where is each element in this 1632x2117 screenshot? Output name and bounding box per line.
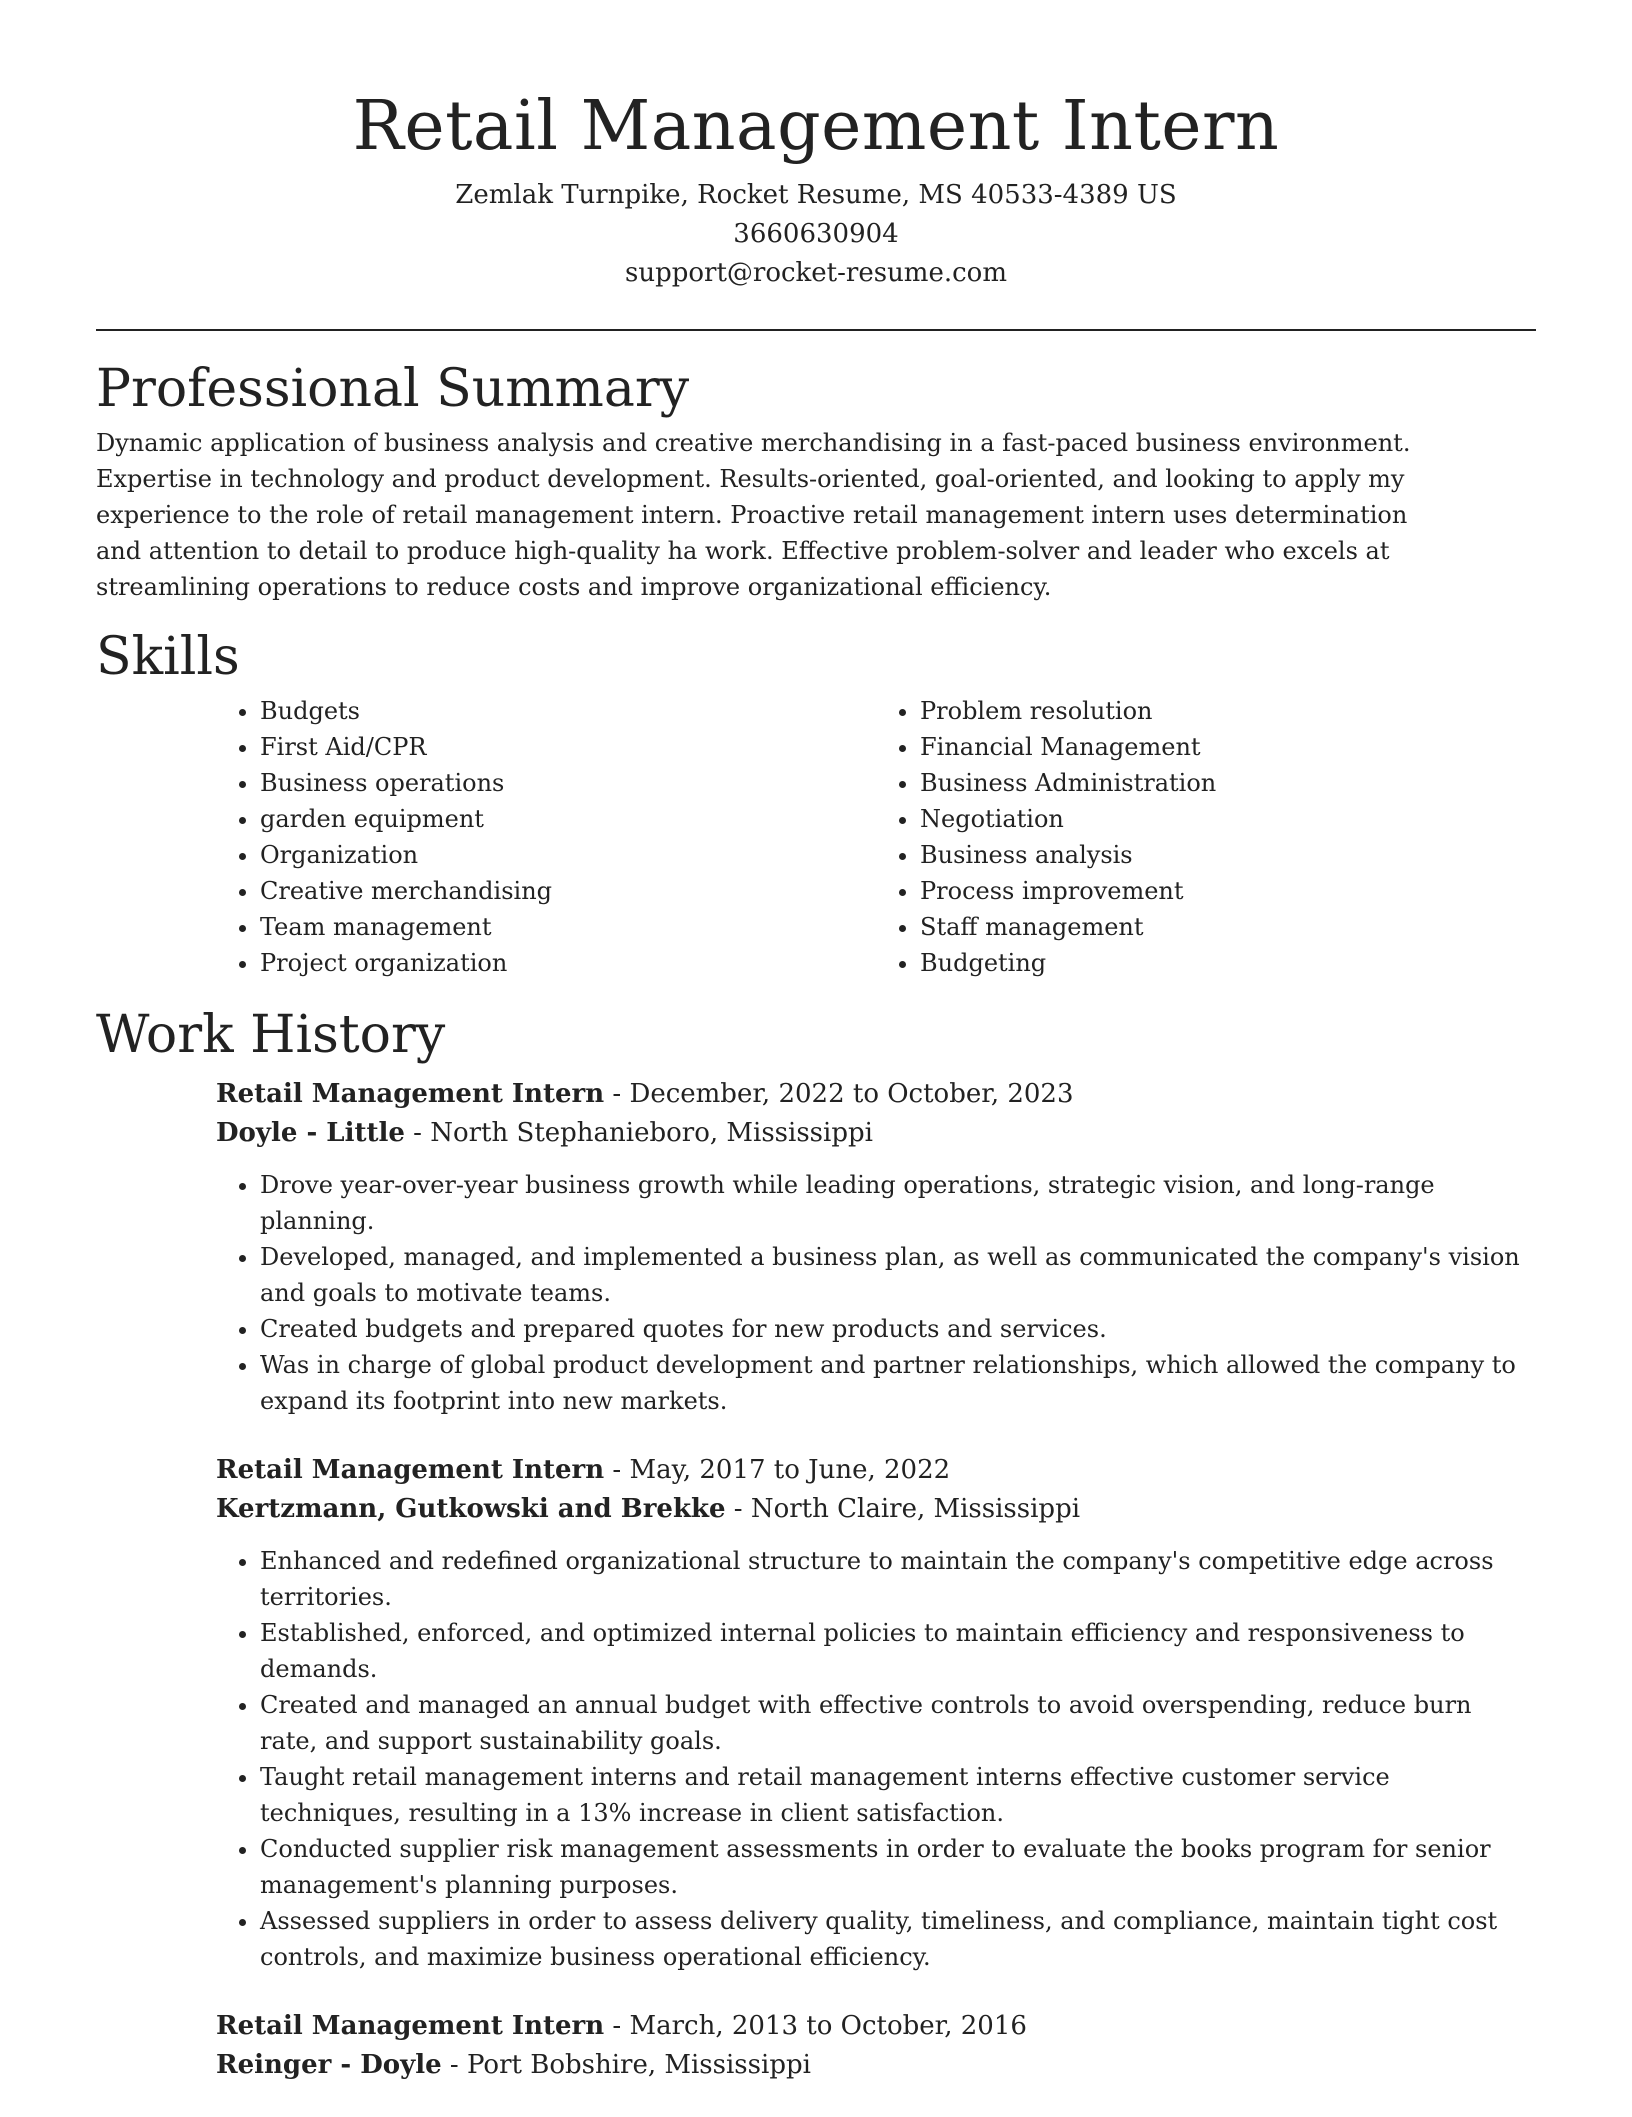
job-entry — [216, 2007, 1536, 2085]
skills-section — [96, 625, 1536, 981]
job-bullet: • Drove year-over-year business growth while leading operations, strategic vision, and long-range planning. — [260, 1167, 1536, 1239]
resume-page — [96, 0, 1536, 2117]
skill-item: • Process improvement — [920, 873, 1536, 909]
job-location: - North Stephanieboro, Mississippi — [404, 1118, 873, 1148]
skill-item: • Business analysis — [920, 837, 1536, 873]
skills-columns — [216, 693, 1536, 981]
resume-header — [96, 0, 1536, 293]
skill-item: • Team management — [260, 909, 876, 945]
skill-item: • Business Administration — [920, 765, 1536, 801]
job-company: Doyle - Little — [216, 1118, 405, 1148]
job-bullet: • Taught retail management interns and retail management interns effective customer service techniques, resulting in a 13% increase in client satisfaction. — [260, 1759, 1536, 1831]
job-bullet: • Conducted supplier risk management assessments in order to evaluate the books program for senior management's planning purposes. — [260, 1831, 1536, 1903]
job-company: Kertzmann, Gutkowski and Brekke — [216, 1494, 726, 1524]
job-bullet: • Created budgets and prepared quotes for new products and services. — [260, 1311, 1536, 1347]
skill-item: • Budgeting — [920, 945, 1536, 981]
skills-title: Skills — [96, 627, 240, 687]
skills-list-left — [216, 693, 876, 981]
job-location: - North Claire, Mississippi — [725, 1494, 1081, 1524]
job-bullets — [216, 1543, 1536, 1975]
skill-item: • Creative merchandising — [260, 873, 876, 909]
skill-item: • Project organization — [260, 945, 876, 981]
skills-list-right — [876, 693, 1536, 981]
skill-item: • Budgets — [260, 693, 876, 729]
job-company: Reinger - Doyle — [216, 2050, 442, 2080]
job-company-line — [216, 1490, 1536, 1529]
job-dates: - May, 2017 to June, 2022 — [604, 1455, 951, 1485]
work-section — [96, 1003, 1536, 2085]
job-role: Retail Management Intern — [216, 2011, 605, 2041]
skill-item: • Financial Management — [920, 729, 1536, 765]
job-bullet: • Established, enforced, and optimized internal policies to maintain efficiency and responsiveness to demands. — [260, 1615, 1536, 1687]
skill-item: • Organization — [260, 837, 876, 873]
skill-item: • garden equipment — [260, 801, 876, 837]
skill-item: • Staff management — [920, 909, 1536, 945]
candidate-name: Retail Management Intern — [352, 87, 1280, 166]
job-company-line — [216, 1114, 1536, 1153]
skill-item: • Negotiation — [920, 801, 1536, 837]
job-company-line — [216, 2046, 1536, 2085]
job-dates: - March, 2013 to October, 2016 — [604, 2011, 1027, 2041]
contact-block — [96, 176, 1536, 293]
job-bullet: • Enhanced and redefined organizational structure to maintain the company's competitive edge across territories. — [260, 1543, 1536, 1615]
summary-title: Professional Summary — [96, 359, 690, 419]
work-title: Work History — [96, 1005, 446, 1065]
job-role-line — [216, 2007, 1536, 2046]
job-role-line — [216, 1075, 1536, 1114]
summary-section — [96, 357, 1536, 605]
job-bullet: • Was in charge of global product development and partner relationships, which allowed the company to expand its footprint into new markets. — [260, 1347, 1536, 1419]
job-bullet: • Developed, managed, and implemented a business plan, as well as communicated the company's vision and goals to motivate teams. — [260, 1239, 1536, 1311]
job-bullets — [216, 1167, 1536, 1419]
job-role: Retail Management Intern — [216, 1455, 605, 1485]
skill-item: • First Aid/CPR — [260, 729, 876, 765]
job-role-line — [216, 1451, 1536, 1490]
job-entry — [216, 1451, 1536, 1975]
header-divider — [96, 329, 1536, 331]
contact-phone: 3660630904 — [733, 219, 899, 249]
job-dates: - December, 2022 to October, 2023 — [604, 1079, 1074, 1109]
job-bullet: • Created and managed an annual budget with effective controls to avoid overspending, reduce burn rate, and support sustainability goals. — [260, 1687, 1536, 1759]
contact-address: Zemlak Turnpike, Rocket Resume, MS 40533-4389 US — [455, 180, 1177, 210]
job-role: Retail Management Intern — [216, 1079, 605, 1109]
skill-item: • Problem resolution — [920, 693, 1536, 729]
summary-text: Dynamic application of business analysis and creative merchandising in a fast-paced business environment. Expertise in technology and product development. Results-oriented, goal-oriented, and looking to apply my experience to the role of retail management intern. Proactive retail management intern uses determination and attention to detail to produce high-quality ha work. Effective problem-solver and leader who excels at streamlining operations to reduce costs and improve organizational efficiency. — [96, 429, 1411, 601]
job-entry — [216, 1075, 1536, 1419]
contact-email: support@rocket-resume.com — [624, 258, 1007, 288]
job-bullet: • Assessed suppliers in order to assess delivery quality, timeliness, and compliance, maintain tight cost controls, and maximize business operational efficiency. — [260, 1903, 1536, 1975]
skill-item: • Business operations — [260, 765, 876, 801]
job-location: - Port Bobshire, Mississippi — [441, 2050, 811, 2080]
